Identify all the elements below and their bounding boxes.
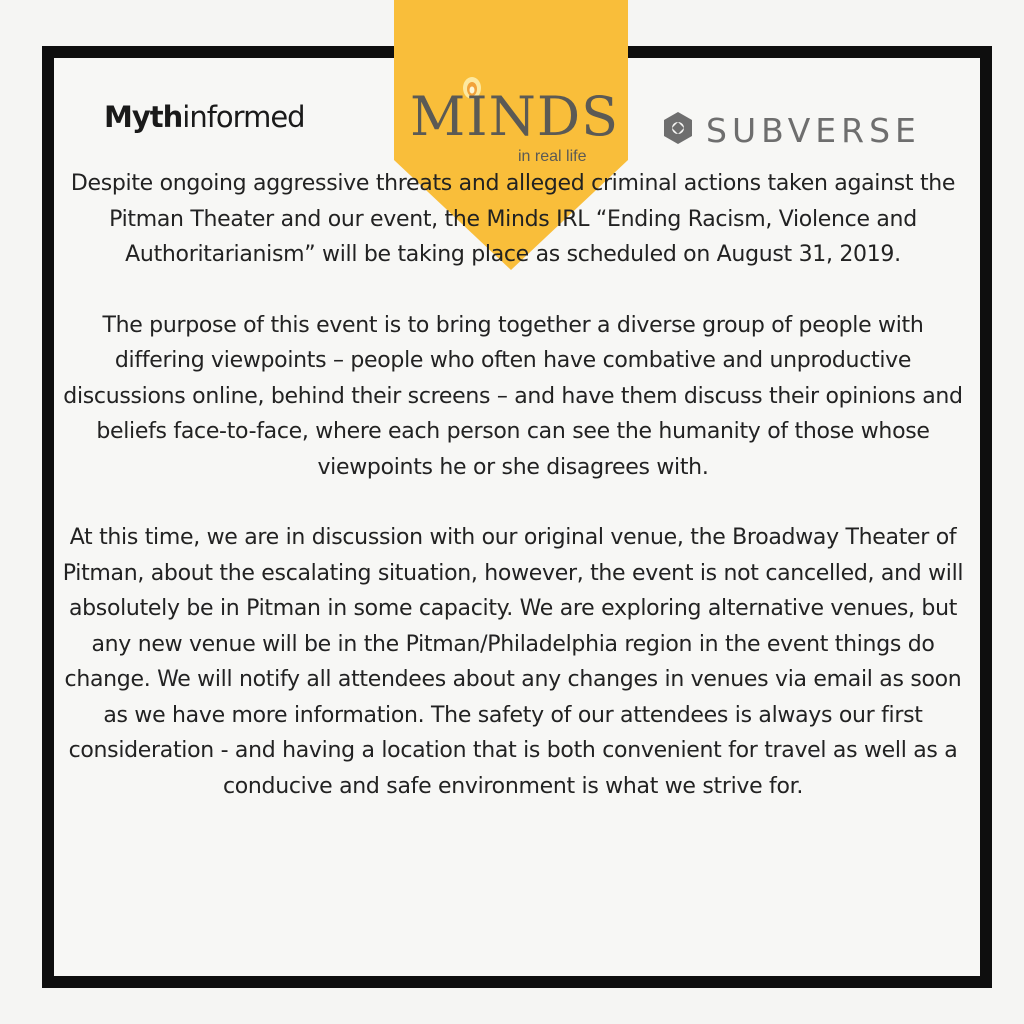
paragraph-venue-update: At this time, we are in discussion with our original venue, the Broadway Theater of Pitman, about the escalating situation, however, the event is not cancelled, and will absolutely be in Pitman in some capacity. We are exploring alternative venues, but any new venue will be in the Pitman/Philadelphia region in the event things do change. We will notify all attendees about any changes in venues via email as soon as we have more information. The safety of our attendees is always our first consideration - and having a location that is both convenient for travel as well as a conducive and safe environment is what we strive for.: [62, 525, 964, 799]
mythinformed-logo-bold: Myth: [104, 100, 183, 134]
paragraph-event-status: Despite ongoing aggressive threats and alleged criminal actions taken against the Pitman Theater and our event, the Minds IRL “Ending Racism, Violence and Authoritarianism” will be taking place as scheduled on August 31, 2019.: [70, 171, 956, 267]
paragraph-event-purpose: The purpose of this event is to bring together a diverse group of people with differing viewpoints – people who often have combative and unproductive discussions online, behind their screens – and have them discuss their opinions and beliefs face-to-face, where each person can see the humanity of those whose viewpoints he or she disagrees with.: [63, 312, 963, 480]
mythinformed-logo-light: informed: [182, 100, 305, 134]
mythinformed-logo: [104, 100, 305, 134]
minds-logo: [408, 70, 618, 170]
subverse-logo-word: SUBVERSE: [706, 111, 921, 150]
subverse-logo: [660, 110, 921, 151]
minds-logo-subtitle: in real life: [518, 148, 587, 165]
minds-logo-word: MINDS: [410, 85, 620, 148]
hexagon-icon: [660, 110, 696, 151]
announcement-body: [58, 166, 968, 804]
